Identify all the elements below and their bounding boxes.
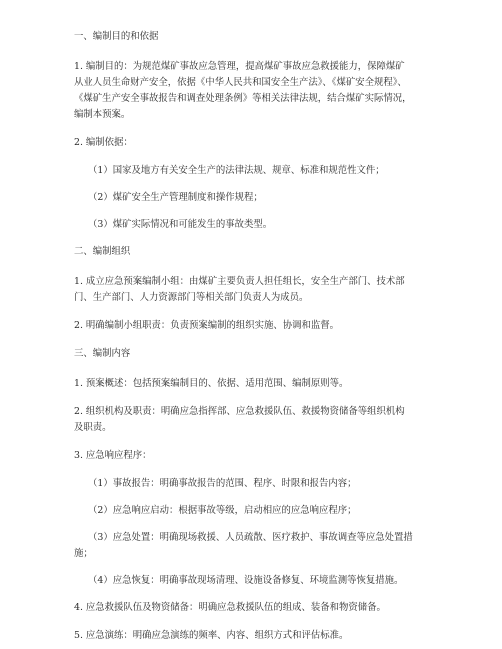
sub-item-recovery: （4）应急恢复：明确事故现场清理、设施设备修复、环境监测等恢复措施。 <box>88 575 404 586</box>
paragraph-drill: 5. 应急演练：明确应急演练的频率、内容、组织方式和评估标准。 <box>74 630 349 641</box>
paragraph-duties: 2. 明确编制小组职责：负责预案编制的组织实施、协调和监督。 <box>74 320 340 331</box>
text-line: 《煤矿生产安全事故报告和调查处理条例》等相关法律法规，结合煤矿实际情况， <box>74 93 412 104</box>
text-line: 1. 编制目的：为规范煤矿事故应急管理，提高煤矿事故应急救援能力，保障煤矿 <box>74 61 405 72</box>
paragraph-purpose <box>74 59 462 123</box>
text-line: 1. 成立应急预案编制小组：由煤矿主要负责人担任组长，安全生产部门、技术部 <box>74 276 405 287</box>
paragraph-basis: 2. 编制依据： <box>74 137 133 148</box>
sub-item-1: （1）国家及地方有关安全生产的法律法规、规章、标准和规范性文件； <box>88 165 385 176</box>
paragraph-organization <box>74 404 462 436</box>
sub-item-2: （2）煤矿安全生产管理制度和操作规程； <box>88 192 263 203</box>
section-heading-2: 二、编制组织 <box>74 246 131 257</box>
paragraph-team <box>74 274 462 306</box>
sub-item-3: （3）煤矿实际情况和可能发生的事故类型。 <box>88 219 273 230</box>
text-line: 及职责。 <box>74 422 112 433</box>
paragraph-response: 3. 应急响应程序： <box>74 450 152 461</box>
sub-item-start: （2）应急响应启动：根据事故等级，启动相应的应急响应程序； <box>88 505 357 516</box>
sub-item-handling <box>74 530 462 562</box>
text-line: 编制本预案。 <box>74 109 131 120</box>
text-line: 2. 组织机构及职责：明确应急指挥部、应急救援队伍、救援物资储备等组织机构 <box>74 406 405 417</box>
text-line: 施； <box>74 548 93 559</box>
paragraph-rescue-team: 4. 应急救援队伍及物资储备：明确应急救援队伍的组成、装备和物资储备。 <box>74 602 386 613</box>
text-line: （3）应急处置：明确现场救援、人员疏散、医疗救护、事故调查等应急处置措 <box>88 532 413 543</box>
section-heading-3: 三、编制内容 <box>74 348 131 359</box>
paragraph-overview: 1. 预案概述：包括预案编制目的、依据、适用范围、编制原则等。 <box>74 378 349 389</box>
text-line: 门、生产部门、人力资源部门等相关部门负责人为成员。 <box>74 292 309 303</box>
text-line: 从业人员生命财产安全，依据《中华人民共和国安全生产法》、《煤矿安全规程》、 <box>74 77 407 88</box>
section-heading-1: 一、编制目的和依据 <box>74 31 159 42</box>
sub-item-report: （1）事故报告：明确事故报告的范围、程序、时限和报告内容； <box>88 478 357 489</box>
